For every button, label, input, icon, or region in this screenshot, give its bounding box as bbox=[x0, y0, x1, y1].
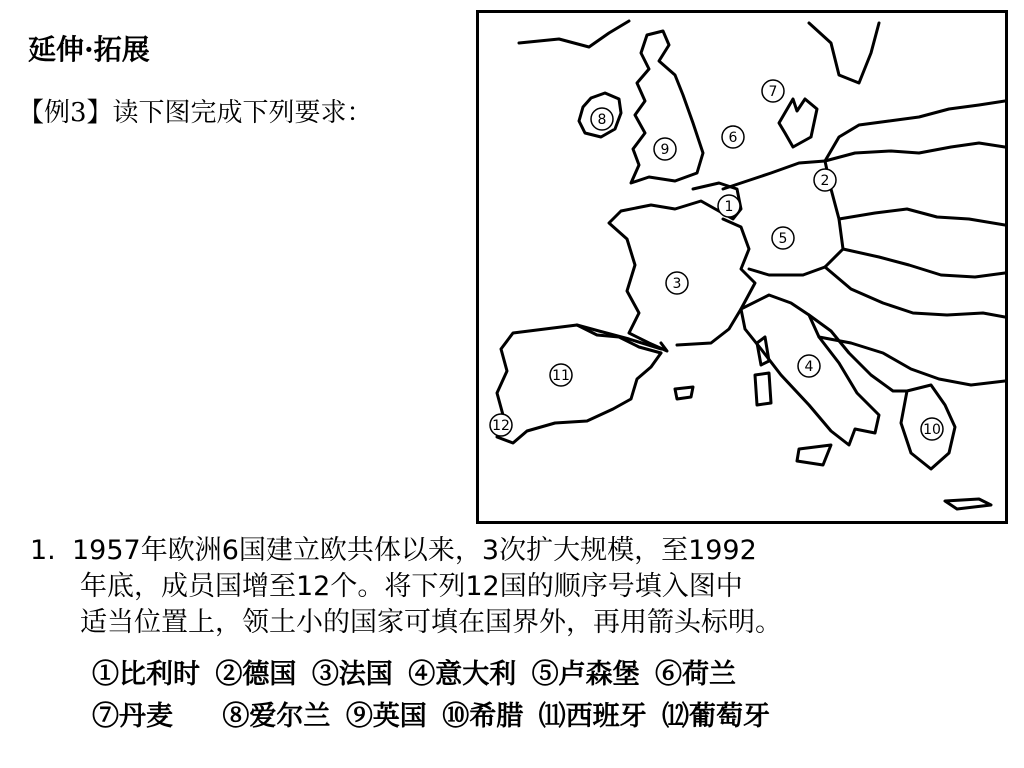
denmark-outline bbox=[779, 99, 817, 147]
iberia-outline bbox=[497, 325, 661, 443]
svg-text:7: 7 bbox=[768, 84, 778, 100]
legend-item: ⑿葡萄牙 bbox=[662, 701, 771, 732]
legend-item: ④意大利 bbox=[408, 659, 517, 690]
question-1 bbox=[30, 533, 782, 641]
svg-text:3: 3 bbox=[672, 276, 682, 292]
balearic-outline bbox=[675, 387, 693, 399]
east-border-1 bbox=[825, 143, 1005, 161]
svg-text:9: 9 bbox=[660, 142, 670, 158]
sicily-outline bbox=[797, 445, 831, 465]
marker-12 bbox=[490, 414, 512, 436]
question-line-3: 适当位置上，领土小的国家可填在国界外，再用箭头标明。 bbox=[80, 607, 782, 638]
question-text-1: 1957年欧洲6国建立欧共体以来，3次扩大规模，至1992 bbox=[72, 535, 757, 566]
scandinavia-outline bbox=[809, 23, 879, 83]
marker-9 bbox=[654, 138, 676, 160]
example-prompt: 【例3】读下图完成下列要求： bbox=[18, 98, 373, 128]
question-number: 1. bbox=[30, 535, 56, 566]
marker-8 bbox=[591, 108, 613, 130]
legend-row-2 bbox=[92, 696, 776, 738]
marker-1 bbox=[718, 195, 740, 217]
svg-text:4: 4 bbox=[804, 359, 814, 375]
question-line-1 bbox=[30, 533, 782, 569]
crete-outline bbox=[945, 499, 991, 509]
legend-item: ⑤卢森堡 bbox=[531, 659, 640, 690]
sardinia-outline bbox=[755, 373, 771, 405]
svg-text:11: 11 bbox=[552, 368, 570, 384]
svg-text:12: 12 bbox=[492, 418, 510, 434]
section-heading: 延伸·拓展 bbox=[28, 33, 150, 66]
country-legend bbox=[92, 654, 776, 738]
marker-11 bbox=[550, 364, 572, 386]
marker-3 bbox=[666, 272, 688, 294]
map-outline bbox=[479, 13, 1005, 521]
marker-5 bbox=[772, 227, 794, 249]
svg-text:1: 1 bbox=[724, 199, 734, 215]
legend-item: ③法国 bbox=[311, 659, 393, 690]
east-border-4 bbox=[825, 267, 1005, 317]
legend-row-1 bbox=[92, 654, 776, 696]
east-border-3 bbox=[843, 249, 1005, 277]
legend-item: ②德国 bbox=[215, 659, 297, 690]
marker-4 bbox=[798, 355, 820, 377]
marker-2 bbox=[814, 169, 836, 191]
europe-map bbox=[476, 10, 1008, 524]
legend-item: ⑥荷兰 bbox=[655, 659, 737, 690]
adriatic-coast bbox=[809, 315, 907, 391]
svg-text:2: 2 bbox=[820, 173, 830, 189]
svg-text:8: 8 bbox=[597, 112, 607, 128]
legend-item: ⑦丹麦 bbox=[92, 701, 173, 732]
question-line-2: 年底，成员国增至12个。将下列12国的顺序号填入图中 bbox=[80, 571, 743, 602]
legend-item: ①比利时 bbox=[92, 659, 200, 690]
marker-6 bbox=[722, 126, 744, 148]
marker-10 bbox=[921, 418, 943, 440]
north-coast bbox=[519, 21, 629, 47]
east-border-2 bbox=[839, 209, 1005, 225]
svg-text:6: 6 bbox=[728, 130, 738, 146]
svg-text:10: 10 bbox=[923, 422, 941, 438]
marker-7 bbox=[762, 80, 784, 102]
svg-text:5: 5 bbox=[778, 231, 788, 247]
legend-item: ⑧爱尔兰 bbox=[222, 701, 331, 732]
legend-item: ⑩希腊 bbox=[442, 701, 524, 732]
legend-item: ⑾西班牙 bbox=[538, 701, 647, 732]
legend-item: ⑨英国 bbox=[345, 701, 427, 732]
